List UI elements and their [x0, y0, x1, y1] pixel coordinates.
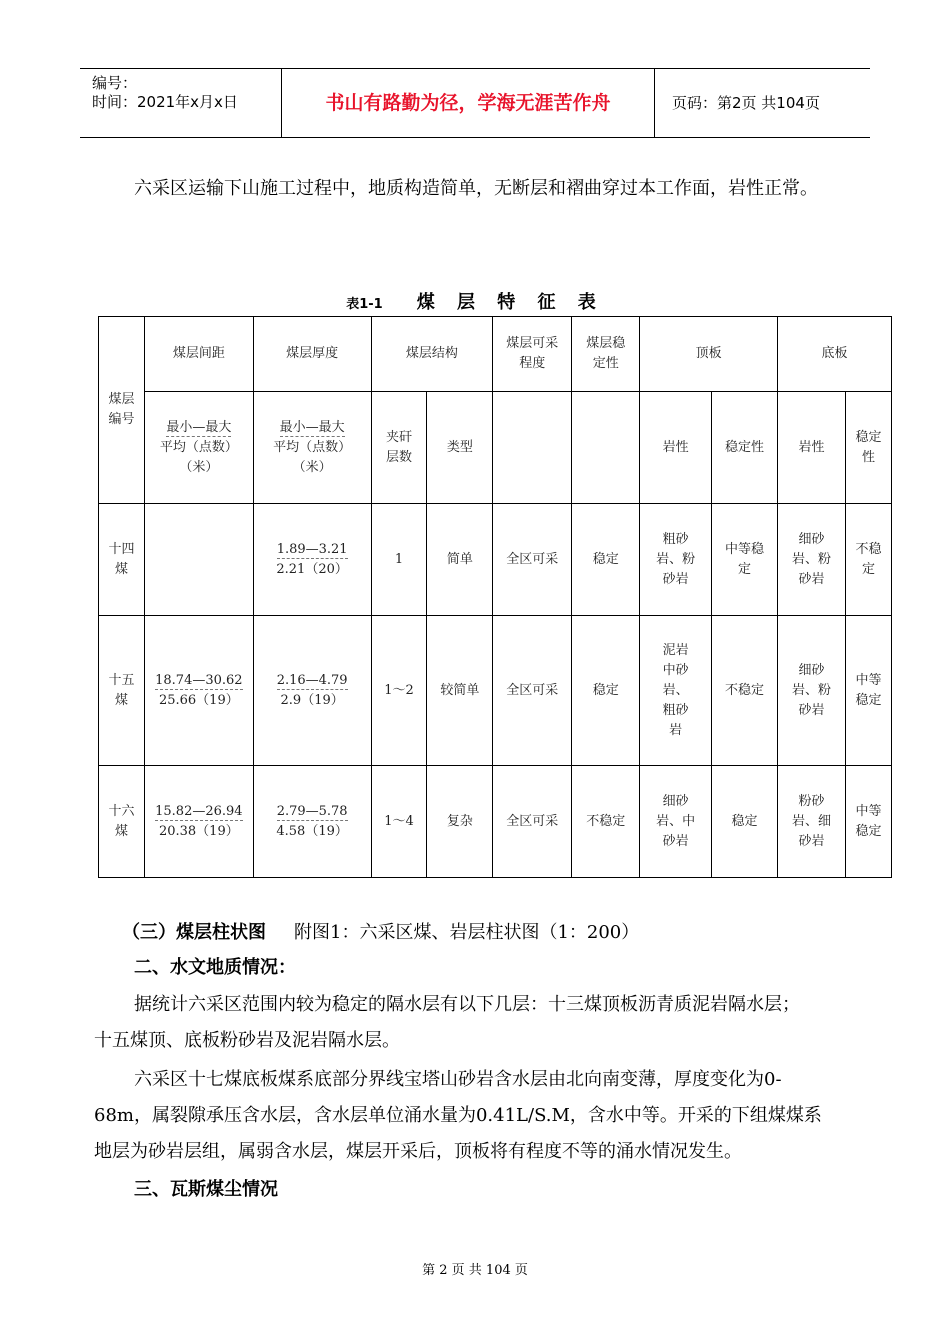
- table-row: 十六煤 15.82—26.94 20.38（19） 2.79—5.78 4.58（19） 1～4 复杂 全区可采 不稳定 细砂岩、中砂岩 稳定 粉砂岩、细砂岩 中等稳定: [99, 766, 892, 878]
- h-roof-stab: 稳定性: [712, 392, 778, 504]
- h-floor-stab: 稳定性: [845, 392, 891, 504]
- hydro-title: 二、水文地质情况：: [134, 957, 296, 978]
- section-title: （三）煤层柱状图: [122, 922, 266, 943]
- h-empty-1: [493, 392, 572, 504]
- intro-paragraph: 六采区运输下山施工过程中，地质构造简单，无断层和褶曲穿过本工作面，岩性正常。: [134, 178, 818, 199]
- h-structure: 煤层结构: [371, 317, 493, 392]
- header-meta: [80, 69, 280, 137]
- h-type: 类型: [427, 392, 493, 504]
- h-band: 夹矸层数: [371, 392, 427, 504]
- page-footer: 第 2 页 共 104 页: [422, 1263, 528, 1278]
- h-floor-lith: 岩性: [778, 392, 846, 504]
- h-thickness: 煤层厚度: [253, 317, 371, 392]
- h-spacing-sub: 最小—最大 平均（点数） （米）: [144, 392, 253, 504]
- hydro-p1-line2: 十五煤顶、底板粉砂岩及泥岩隔水层。: [94, 1030, 400, 1051]
- h-roof: 顶板: [640, 317, 778, 392]
- table-title: 煤 层 特 征 表: [416, 292, 604, 313]
- gas-title: 三、瓦斯煤尘情况: [134, 1179, 278, 1200]
- page-header: [80, 68, 870, 138]
- section-stratigraphy: [122, 921, 639, 945]
- h-empty-2: [572, 392, 640, 504]
- table-caption: [0, 288, 950, 314]
- header-page-info: [664, 69, 870, 137]
- h-thickness-sub: 最小—最大 平均（点数） （米）: [253, 392, 371, 504]
- doc-date: 时间：2021年x月x日: [92, 93, 238, 111]
- coal-seam-table: [98, 316, 892, 878]
- hydro-p2-line3: 地层为砂岩层组，属弱含水层，煤层开采后，顶板将有程度不等的涌水情况发生。: [94, 1141, 742, 1162]
- table-number: 表1-1: [346, 297, 383, 312]
- header-motto: 书山有路勤为径，学海无涯苦作舟: [281, 69, 655, 137]
- hydro-p1-line1: 据统计六采区范围内较为稳定的隔水层有以下几层：十三煤顶板沥青质泥岩隔水层；: [134, 994, 800, 1015]
- h-spacing: 煤层间距: [144, 317, 253, 392]
- h-floor: 底板: [778, 317, 892, 392]
- h-minable: 煤层可采程度: [493, 317, 572, 392]
- doc-number-label: 编号：: [92, 74, 138, 92]
- hydro-p2-line1: 六采区十七煤底板煤系底部分界线宝塔山砂岩含水层由北向南变薄，厚度变化为0-: [134, 1069, 782, 1090]
- h-seam-no: 煤层编号: [99, 317, 145, 504]
- table-row: 十五煤 18.74—30.62 25.66（19） 2.16—4.79 2.9（19） 1～2 较简单 全区可采 稳定 泥岩中砂岩、粗砂岩 不稳定 细砂岩、粉砂岩 中等稳定: [99, 616, 892, 766]
- table-row: 十四煤 1.89—3.21 2.21（20） 1 简单 全区可采 稳定 粗砂岩、粉砂岩 中等稳定 细砂岩、粉砂岩 不稳定: [99, 504, 892, 616]
- hydro-p2-line2: 68m，属裂隙承压含水层，含水层单位涌水量为0.41L/S.M，含水中等。开采的下组煤煤系: [94, 1105, 822, 1126]
- h-roof-lith: 岩性: [640, 392, 712, 504]
- h-stability: 煤层稳定性: [572, 317, 640, 392]
- page-info-text: 页码：第2页 共104页: [672, 94, 820, 112]
- section-text: 附图1：六采区煤、岩层柱状图（1：200）: [294, 922, 640, 943]
